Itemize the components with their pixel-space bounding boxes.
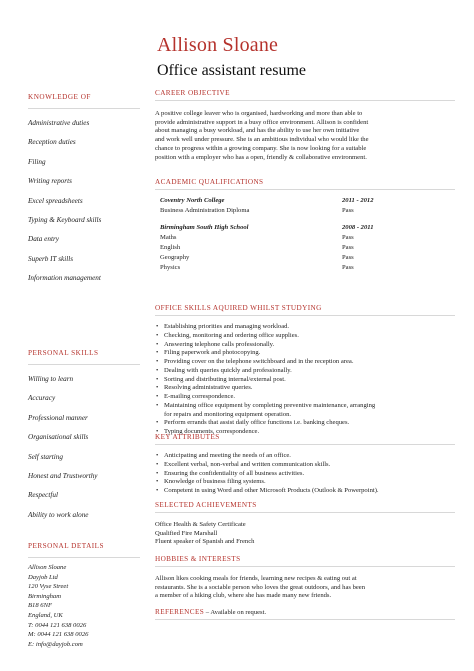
knowledge-item: Writing reports [28, 177, 72, 186]
knowledge-item: Superb IT skills [28, 254, 73, 263]
qualification-row [160, 243, 455, 253]
achievement-item: Office Health & Safety Certificate [155, 521, 246, 528]
personal-skill-item: Willing to learn [28, 375, 74, 383]
office-skill-item: • Establishing priorities and managing workload. [155, 323, 455, 332]
address-block [28, 563, 140, 649]
resume-title: Office assistant resume [157, 62, 306, 79]
office-skill-item: • Answering telephone calls professionally. [155, 341, 455, 350]
objective-line: about managing a busy workload, and has the ability to use her own initiative [155, 127, 360, 135]
qualification-subject: Maths [160, 234, 177, 241]
knowledge-item: Typing & Keyboard skills [28, 215, 102, 224]
hobbies-heading: HOBBIES & INTERESTS [155, 555, 241, 563]
references-text: – Available on request. [204, 609, 267, 616]
phone-line: T: 0044 121 638 0026 [28, 621, 87, 629]
qualification-row [160, 253, 455, 263]
divider [155, 100, 455, 101]
divider [155, 512, 455, 513]
achievements-heading: SELECTED ACHIEVEMENTS [155, 501, 257, 509]
divider [155, 189, 455, 190]
qualification-result: Pass [342, 254, 354, 261]
college-row [160, 196, 455, 206]
detail-line: 120 Vyse Street [28, 583, 69, 591]
divider [28, 364, 140, 365]
personal-skills-section [28, 348, 140, 525]
achievement-item: Qualified Fire Marshall [155, 529, 218, 537]
objective-line: position with a employer who has a open, friendly & collaborative environment. [155, 153, 367, 161]
office-skill-item: • Maintaining office equipment by completing preventive maintenance, arranging [155, 402, 455, 411]
detail-line: B18 6NF [28, 602, 52, 610]
detail-line: Birmingham [28, 592, 61, 600]
objective-line: A positive college leaver who is organised, hardworking and more than able to [155, 110, 363, 117]
qualification-row [160, 263, 455, 273]
school-years: 2008 - 2011 [342, 224, 374, 231]
knowledge-item: Filing [28, 157, 46, 166]
detail-line: Dayjob Ltd [28, 573, 58, 581]
personal-skill-item: Honest and Trustworthy [28, 471, 98, 480]
hobbies-section [155, 554, 455, 601]
achievements-section [155, 500, 455, 547]
hobbies-line: restaurants. She is a sociable person who loves the great outdoors, and has been [155, 583, 366, 591]
knowledge-section [28, 92, 140, 289]
academic-section [155, 177, 455, 273]
divider [28, 108, 140, 109]
office-skill-item: • Typing documents, correspondence. [155, 428, 455, 437]
attribute-item: • Excellent verbal, non-verbal and written communication skills. [155, 461, 455, 470]
knowledge-item: Reception duties [28, 138, 76, 147]
knowledge-item: Excel spreadsheets [28, 196, 83, 205]
divider [28, 557, 140, 558]
qualification-result: Pass [342, 234, 354, 241]
personal-details-section [28, 541, 140, 649]
attribute-item: • Competent in using Word and other Microsoft Products (Outlook & Powerpoint). [155, 487, 455, 496]
academic-heading: ACADEMIC QUALIFICATIONS [155, 178, 264, 186]
qualification-subject: English [160, 244, 181, 251]
office-skill-item: • Providing cover on the telephone switchboard and in the reception area. [155, 358, 455, 367]
office-skill-item: • Dealing with queries quickly and professionally. [155, 367, 455, 376]
knowledge-heading: KNOWLEDGE OF [28, 93, 91, 101]
office-skill-item: • E-mailing correspondence. [155, 393, 455, 402]
personal-skill-item: Professional manner [28, 413, 88, 422]
candidate-name: Allison Sloane [157, 34, 279, 56]
references-heading: REFERENCES [155, 608, 205, 616]
detail-line: Allison Sloane [28, 564, 67, 571]
office-skills-section [155, 303, 455, 437]
key-attributes-section [155, 432, 455, 496]
divider [155, 566, 455, 567]
divider [155, 619, 455, 620]
school-row [160, 223, 455, 233]
personal-details-heading: PERSONAL DETAILS [28, 542, 105, 550]
qualification-row [160, 233, 455, 243]
college-name: Coventry North College [160, 197, 225, 204]
personal-skill-item: Self starting [28, 452, 63, 461]
qualification-result: Pass [342, 244, 354, 251]
office-skill-continuation: for repairs and monitoring equipment operation. [164, 410, 292, 418]
divider [155, 444, 455, 445]
qualification-result: Pass [342, 264, 354, 271]
hobbies-line: Allison likes cooking meals for friends, learning new recipes & eating out at [155, 575, 357, 582]
divider [155, 315, 455, 316]
office-skill-item: • Checking, monitoring and ordering office supplies. [155, 332, 455, 341]
resume-header [157, 34, 306, 80]
hobbies-line: a member of a hiking club, where she has made many new friends. [155, 592, 332, 600]
qualification-subject: Business Administration Diploma [160, 207, 250, 214]
office-skill-item: • Filing paperwork and photocopying. [155, 349, 455, 358]
personal-skill-item: Organisational skills [28, 433, 89, 442]
knowledge-item: Data entry [28, 235, 59, 244]
personal-skill-item: Accuracy [28, 394, 56, 403]
references-section [155, 607, 455, 620]
objective-line: and work well under pressure. She is an ambitious individual who would like the [155, 136, 369, 144]
qualification-result: Pass [342, 207, 354, 214]
mobile-line: M: 0044 121 638 0026 [28, 631, 89, 639]
school-name: Birmingham South High School [160, 224, 249, 231]
office-skill-item: • Sorting and distributing internal/external post. [155, 376, 455, 385]
attribute-item: • Knowledge of business filing systems. [155, 478, 455, 487]
career-objective-heading: CAREER OBJECTIVE [155, 89, 230, 97]
objective-line: provide administrative support in a busy office environment. Allison is confident [155, 118, 369, 126]
office-skill-item: • Resolving administrative queries. [155, 384, 455, 393]
career-objective-section [155, 88, 455, 162]
office-skill-item: • Perform errands that assist daily office functions i.e. banking cheques. [155, 419, 455, 428]
attribute-item: • Ensuring the confidentiality of all business activities. [155, 470, 455, 479]
personal-skills-heading: PERSONAL SKILLS [28, 349, 99, 357]
knowledge-item: Information management [28, 274, 101, 283]
knowledge-item: Administrative duties [28, 119, 90, 127]
achievement-item: Fluent speaker of Spanish and French [155, 538, 255, 546]
attribute-item: • Anticipating and meeting the needs of an office. [155, 452, 455, 461]
office-skills-heading: OFFICE SKILLS AQUIRED WHILST STUDYING [155, 304, 322, 312]
personal-skill-item: Respectful [28, 491, 58, 500]
detail-line: England, UK [28, 611, 63, 619]
qualification-subject: Geography [160, 254, 190, 261]
objective-line: chance to progress within a growing company. She is now looking for a suitable [155, 144, 367, 152]
college-years: 2011 - 2012 [342, 197, 374, 204]
personal-skill-item: Ability to work alone [28, 510, 89, 519]
qualification-subject: Physics [160, 264, 181, 271]
key-attributes-heading: KEY ATTRIBUTES [155, 433, 220, 441]
qualification-row [160, 206, 455, 216]
email-line[interactable]: E: info@dayjob.com [28, 640, 83, 648]
